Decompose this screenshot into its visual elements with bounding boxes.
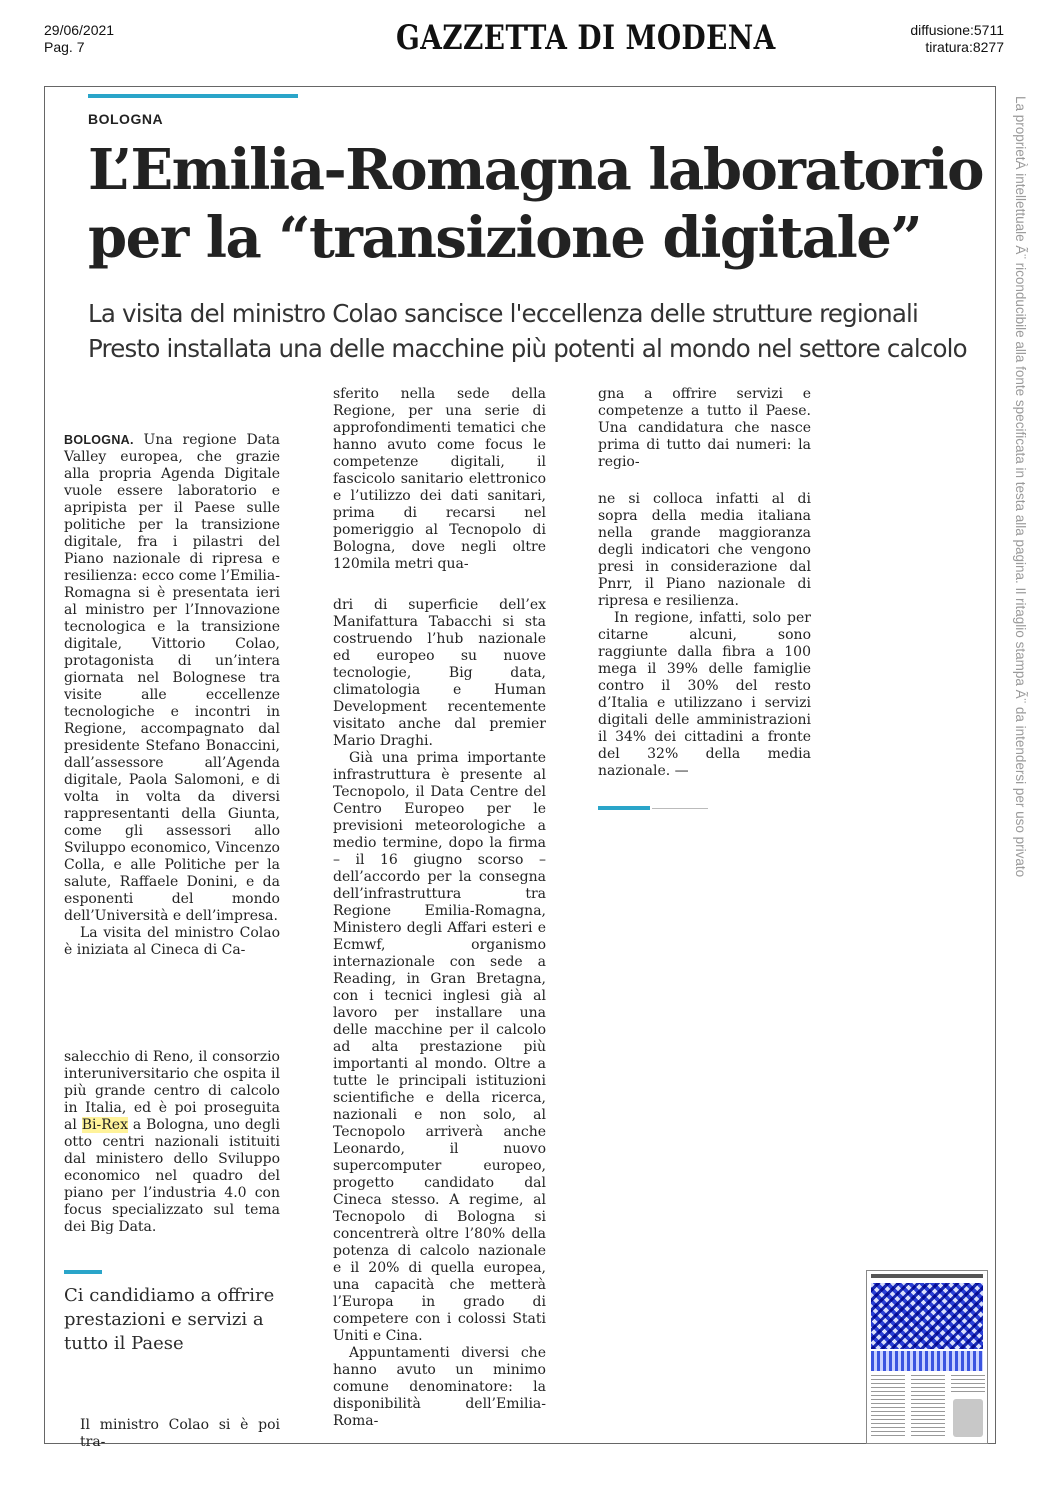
column-1-top (64, 432, 280, 959)
body-paragraph: dri di superficie dell’ex Manifattura Tabacchi si sta costruendo l’hub nazionale ed europeo su nuove tecnologie, Big data, climatologia e Human Development recentemente visitato anche dal premier Mario Draghi. (333, 597, 546, 749)
highlighted-term: Bi-Rex (81, 1117, 128, 1133)
body-paragraph: In regione, infatti, solo per citarne alcuni, sono raggiunte dalla fibra a 100 mega il 39% delle famiglie contro il 30% del resto d’Italia e utilizzano i servizi digitali delle amministrazioni il 34% dei cittadini a fronte del 32% della media nazionale. — (598, 610, 811, 779)
column-2-top (333, 386, 546, 573)
column-1-middle (64, 1049, 280, 1236)
headline-line-2: per la “transizione digitale” (88, 205, 922, 271)
clipping-date: 29/06/2021 (44, 22, 115, 38)
thumbnail-highlight-block (871, 1283, 983, 1349)
thumbnail-text-column (951, 1375, 985, 1395)
column-3-top (598, 386, 811, 471)
pull-quote: Ci candidiamo a offrire prestazioni e servizi a tutto il Paese (64, 1285, 275, 1354)
clipping-page: Pag. 7 (44, 39, 85, 55)
copyright-side-note: La proprietÀ intellettuale Ã¨ riconducibile alla fonte specificata in testa alla pagina. Il ritaglio stampa Ã¨ da intendersi per uso privato (1013, 96, 1028, 878)
body-paragraph: sferito nella sede della Regione, per una serie di approfondimenti tematici che hanno avuto come focus le competenze digitali, il fascicolo sanitario elettronico e l’utilizzo dei dati sanitari, prima di recarsi nel pomeriggio al Tecnopolo di Bologna, dove negli oltre 120mila metri qua- (333, 386, 546, 572)
diffusione-value: diffusione:5711 (910, 22, 1004, 38)
article-subhead (88, 296, 988, 366)
column-2-bottom (333, 597, 546, 1430)
body-paragraph: ne si colloca infatti al di sopra della media italiana nella grande maggioranza degli indicatori che vengono presi in considerazione dal Pnrr, il Piano nazionale di ripresa e resilienza. (598, 491, 811, 609)
body-paragraph: BOLOGNA. Una regione Data Valley europea, che grazie alla propria Agenda Digitale vuole essere laboratorio e apripista per il Paese sulle politiche per la transizione digitale, fra i pilastri del Piano nazionale di ripresa e resilienza: ecco come l’Emilia-Romagna si è presentata ieri al ministro per l’Innovazione tecnologica e la transizione digitale, Vittorio Colao, protagonista di un’intera giornata nel Bolognese tra visite alle eccellenze tecnologiche e incontri in Regione, accompagnato dal presidente Stefano Bonaccini, dall’assessore all’Agenda digitale, Paola Salomoni, e di volta in volta da diversi rappresentanti della Giunta, come gli assessori allo Sviluppo economico, Vincenzo Colla, e alle Politiche per la salute, Raffaele Donini, e da esponenti del mondo dell’Università e dell’impresa. (64, 432, 280, 924)
body-paragraph: Il ministro Colao si è poi tra- (80, 1417, 280, 1450)
article-end-rule (652, 808, 708, 809)
body-paragraph: Già una prima importante infrastruttura è presente al Tecnopolo, il Data Centre del Centro Europeo per le previsioni meteorologiche a medio termine, dopo la firma – il 16 giugno scorso – dell’accordo per la consegna dell’infrastruttura tra Regione Emilia-Romagna, Ministero degli Affari esteri e Ecmwf, organismo internazionale con sede a Reading, in Gran Bretagna, con i tecnici inglesi già al lavoro per installare una delle macchine per il calcolo ad alta prestazione più importanti al mondo. Oltre a tutte le principali istituzioni scientifiche e della ricerca, nazionali e non solo, al Tecnopolo arriverà anche Leonardo, il nuovo supercomputer europeo, progetto candidato dal Cineca stesso. A regime, al Tecnopolo di Bologna si concentrerà oltre l’80% della potenza di calcolo nazionale e il 20% di quella europea, una capacità che metterà l’Europa in grado di competere con i colossi Stati Uniti e Cina. (333, 750, 546, 1344)
thumbnail-highlight-text (871, 1351, 983, 1371)
thumbnail-text-column (871, 1375, 905, 1439)
body-paragraph: salecchio di Reno, il consorzio interuniversitario che ospita il più grande centro di calcolo in Italia, ed è poi proseguita al Bi-Rex a Bologna, uno degli otto centri nazionali istituiti dal ministero dello Sviluppo economico nel quadro del piano per l’industria 4.0 con focus specializzato sul tema dei Big Data. (64, 1049, 281, 1235)
article-end-bar (598, 806, 650, 810)
thumbnail-photo (953, 1399, 983, 1437)
column-3-bottom (598, 491, 811, 780)
subhead-line-1: La visita del ministro Colao sancisce l'eccellenza delle strutture regionali (88, 299, 919, 328)
thumbnail-masthead (871, 1274, 983, 1278)
body-paragraph: La visita del ministro Colao è iniziata al Cineca di Ca- (64, 925, 280, 958)
body-paragraph: Appuntamenti diversi che hanno avuto un minimo comune denominatore: la disponibilità dell’Emilia-Roma- (333, 1345, 546, 1429)
body-paragraph: gna a offrire servizi e competenze a tutto il Paese. Una candidatura che nasce prima di tutto dai numeri: la regio- (598, 386, 811, 470)
article-headline (88, 136, 998, 272)
subhead-line-2: Presto installata una delle macchine più potenti al mondo nel settore calcolo (88, 334, 967, 363)
newspaper-masthead: GAZZETTA DI MODENA (396, 18, 776, 58)
dateline: BOLOGNA. (64, 433, 134, 447)
tiratura-value: tiratura:8277 (925, 39, 1004, 55)
column-1-bottom (80, 1417, 280, 1451)
kicker-accent-bar (88, 94, 298, 98)
page-thumbnail (866, 1270, 988, 1444)
quote-accent-bar (64, 1270, 102, 1274)
thumbnail-text-column (911, 1375, 945, 1439)
headline-line-1: L’Emilia-Romagna laboratorio (88, 137, 984, 203)
article-kicker: BOLOGNA (88, 111, 164, 127)
clipping-header-right (910, 22, 1004, 56)
clipping-header-left (44, 22, 114, 56)
